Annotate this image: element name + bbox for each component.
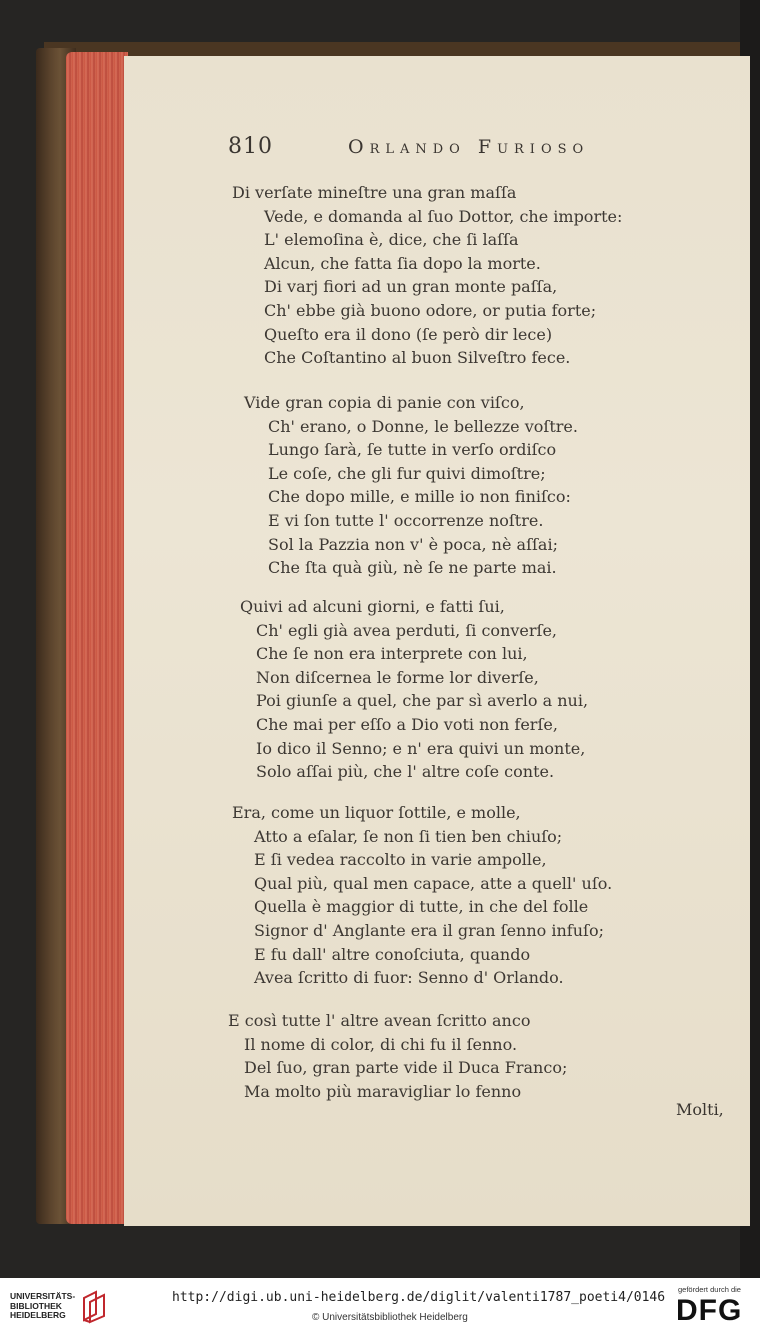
permalink-url[interactable]: http://digi.ub.uni-heidelberg.de/diglit/valenti1787_poeti4/0146	[172, 1290, 666, 1305]
verse-line: Ch' ebbe già buono odore, or putia forte;	[264, 301, 597, 320]
verse-line: Ma molto più maravigliar lo fenno	[244, 1081, 522, 1101]
verse-line: Io dico il Senno; e n' era quivi un monte,	[256, 738, 586, 758]
funder-caption: gefördert durch die	[678, 1285, 741, 1294]
verse-line: Di varj fiori ad un gran monte paſſa,	[264, 277, 558, 297]
verse-line: Vede, e domanda al ſuo Dottor, che importe:	[264, 206, 623, 226]
verse-line: Del ſuo, gran parte vide il Duca Franco;	[244, 1058, 568, 1078]
verse-line: Avea ſcritto di fuor: Senno d' Orlando.	[254, 968, 564, 988]
catchword: Molti,	[676, 1100, 724, 1119]
verse-line: Che dopo mille, e mille io non finiſco:	[268, 487, 571, 507]
verse-line: Sol la Pazzia non v' è poca, nè aſſai;	[268, 534, 558, 554]
verse-line: Signor d' Anglante era il gran ſenno infuſo;	[254, 921, 604, 940]
verse-line: Era, come un liquor ſottile, e molle,	[232, 803, 521, 822]
running-head: Orlando Furioso	[348, 136, 590, 158]
copyright-notice: © Universitätsbibliothek Heidelberg	[312, 1312, 468, 1323]
verse-line: Poi giunſe a quel, che par sì averlo a nui,	[256, 691, 589, 711]
verse-line: Lungo ſarà, ſe tutte in verſo ordiſco	[268, 440, 557, 460]
verse-line: Ch' egli già avea perduti, ſi converſe,	[256, 620, 557, 640]
footer-bar	[0, 1278, 760, 1333]
verse-line: Atto a eſalar, ſe non ſi tien ben chiuſo;	[254, 826, 563, 846]
verse-line: Che mai per eſſo a Dio voti non ferſe,	[256, 715, 558, 734]
library-logo-icon	[80, 1290, 108, 1324]
page-number: 810	[228, 134, 273, 159]
verse-line: Qual più, qual men capace, atte a quell' uſo.	[254, 873, 613, 893]
page-edge-red	[66, 52, 128, 1224]
library-logo[interactable]	[10, 1292, 120, 1322]
verse-line: Quivi ad alcuni giorni, e fatti ſui,	[240, 597, 505, 616]
verse-line: E vi ſon tutte l' occorrenze noſtre.	[268, 511, 544, 530]
verse-line: Quella è maggior di tutte, in che del folle	[254, 897, 589, 917]
verse-line: Le coſe, che gli fur quivi dimoſtre;	[268, 463, 546, 483]
library-name: UNIVERSITÄTS- BIBLIOTHEK HEIDELBERG	[10, 1291, 76, 1320]
verse-line: Il nome di color, di chi fu il ſenno.	[244, 1034, 518, 1054]
verse-line: Di verſate mineſtre una gran maſſa	[232, 183, 517, 202]
verse-line: Ch' erano, o Donne, le bellezze voſtre.	[268, 416, 578, 436]
verse-line: L' elemoſina è, dice, che ſi laſſa	[264, 230, 519, 250]
book-binding-top	[44, 42, 760, 56]
verse-line: E fu dall' altre conoſciuta, quando	[254, 944, 531, 964]
verse-line: Vide gran copia di panie con viſco,	[244, 393, 525, 412]
verse-line: Che ſta quà giù, nè ſe ne parte mai.	[268, 558, 557, 578]
verse-line: E così tutte l' altre avean ſcritto anco	[228, 1011, 531, 1030]
verse-line: Solo aſſai più, che l' altre coſe conte.	[256, 762, 555, 782]
dfg-logo: DFG	[676, 1294, 743, 1327]
verse-line: Che Coſtantino al buon Silveſtro fece.	[264, 348, 571, 368]
verse-line: Alcun, che fatta ſia dopo la morte.	[264, 253, 541, 273]
book-page	[124, 56, 750, 1226]
page-header	[228, 134, 748, 164]
verse-line: Che ſe non era interprete con lui,	[256, 644, 528, 664]
verse-line: Queſto era il dono (ſe però dir lece)	[264, 324, 553, 344]
verse-line: E ſi vedea raccolto in varie ampolle,	[254, 850, 547, 870]
verse-line: Non diſcernea le forme lor diverſe,	[256, 667, 539, 687]
